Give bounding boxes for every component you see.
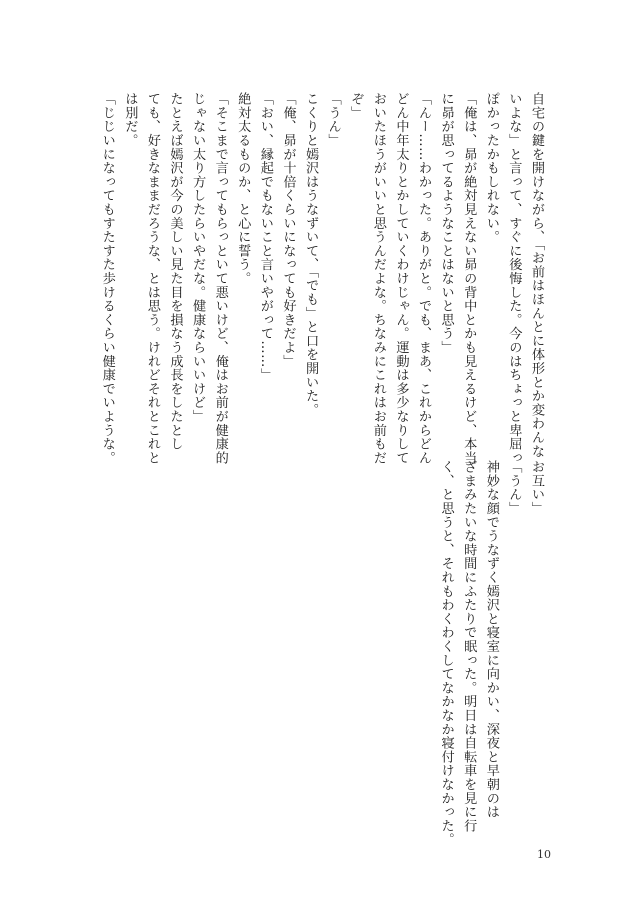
text-line: いよな」と言って、すぐに後悔した。今のはちょっと卑屈っ: [506, 92, 522, 465]
text-line: 自宅の鍵を開けながら、「お前はほんとに体形とか変わんな: [529, 92, 544, 458]
text-line: どん中年太りとかしていくわけじゃん。運動は多少なりして: [393, 92, 409, 465]
text-line: 「んー……わかった。ありがと。でも、まあ、これからどん: [416, 92, 432, 465]
text-line: 「うん」: [325, 92, 341, 148]
text-line: 「俺は、昴が絶対見えない昴の背中とかも見えるけど、本当: [461, 92, 477, 465]
text-line: 神妙な顔でうなずく嫣沢と寝室に向かい、深夜と早朝のは: [483, 460, 499, 819]
text-line: 「俺、昴が十倍くらいになっても好きだよ」: [280, 92, 296, 368]
text-line: 「じじいになってもすたすた歩けるくらい健康でいような。: [99, 92, 115, 465]
text-line: おいたほうがいいと思うんだよな。ちなみにこれはお前もだ: [370, 92, 386, 465]
upper-text-block: [95, 92, 547, 465]
text-line: 「うん」: [506, 460, 522, 516]
text-line: たとえば嫣沢が今の美しい見た目を損なう成長をしたとし: [167, 92, 183, 451]
text-line: ぽかったかもしれない。: [483, 92, 499, 244]
lower-text-block: [434, 460, 547, 847]
text-line: 「そこまで言ってもらっといて悪いけど、俺はお前が健康的: [212, 92, 228, 465]
text-line: ても、好きなままだろうな、とは思う。けれどそれとこれと: [144, 92, 160, 465]
text-line: こくりと嫣沢はうなずいて、「でも」と口を開いた。: [303, 92, 319, 417]
text-line: は別だ。: [122, 92, 138, 148]
text-line: に昴が思ってるようなことはないと思う」: [438, 92, 454, 355]
text-line: く、と思うと、それもわくわくしてなかなか寝付けなかった。: [438, 460, 454, 847]
text-line: 絶対太るものか、と心に誓う。: [235, 92, 251, 286]
text-line: ぞ」: [348, 92, 364, 120]
text-line: お互い」: [529, 460, 544, 516]
text-line: ざまみたいな時間にふたりで眠った。明日は自転車を見に行: [461, 460, 477, 833]
text-line: じゃない太り方したらいやだな。健康ならいいけど」: [190, 92, 206, 424]
text-line: 「おい、縁起でもないこと言いやがって……」: [257, 92, 273, 382]
page-number: 10: [537, 848, 551, 861]
